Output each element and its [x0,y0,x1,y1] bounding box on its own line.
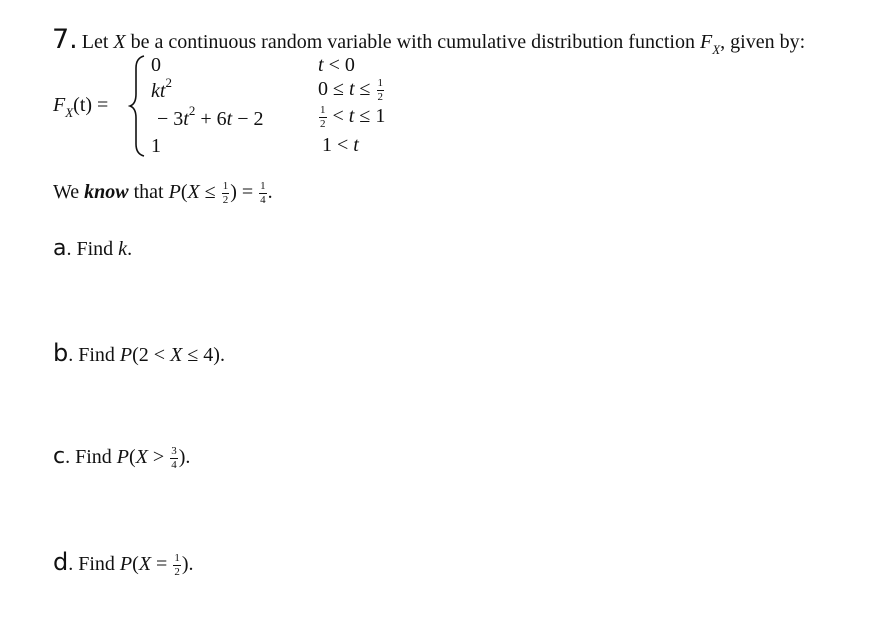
part-c-letter: c [53,444,66,469]
piecewise-lhs: $F_X(t)$ = [53,94,109,120]
piecewise-cond-4: 1 < t [322,134,359,156]
given-statement: We know that P(X ≤ $\frac{1}{2}$ ) = $\frac{1}{4}$ . [53,180,273,206]
part-d: d. Find P(X = $\frac{1}{2}$ ). [53,548,194,578]
piecewise-expr-2: $kt^2$ [151,75,172,102]
problem-number: 7. [52,24,78,55]
piecewise-expr-3: − $3t^2 + 6t - 2$ [157,103,264,130]
problem-header [52,24,805,55]
piecewise-cond-2: 0 ≤ t ≤ $\frac{1}{2}$ [318,77,384,103]
part-b-letter: b [53,339,69,367]
piecewise-expr-1: 0 [151,54,161,76]
piecewise-cond-1: t < 0 [318,54,355,76]
part-a: a. Find k. [53,236,133,261]
part-b: b. Find P(2 < X ≤ 4). [53,339,225,367]
piecewise-expr-4: 1 [151,135,161,157]
part-a-letter: a [53,236,67,261]
part-d-letter: d [53,548,69,576]
left-brace [128,54,148,158]
part-c: c. Find P(X > $\frac{3}{4}$ ). [53,444,191,471]
piecewise-cond-3: $\frac{1}{2}$ < t ≤ 1 [320,104,386,130]
problem-intro: Let X be a continuous random variable with cumulative distribution function $F_X$, given by: [81,31,806,57]
